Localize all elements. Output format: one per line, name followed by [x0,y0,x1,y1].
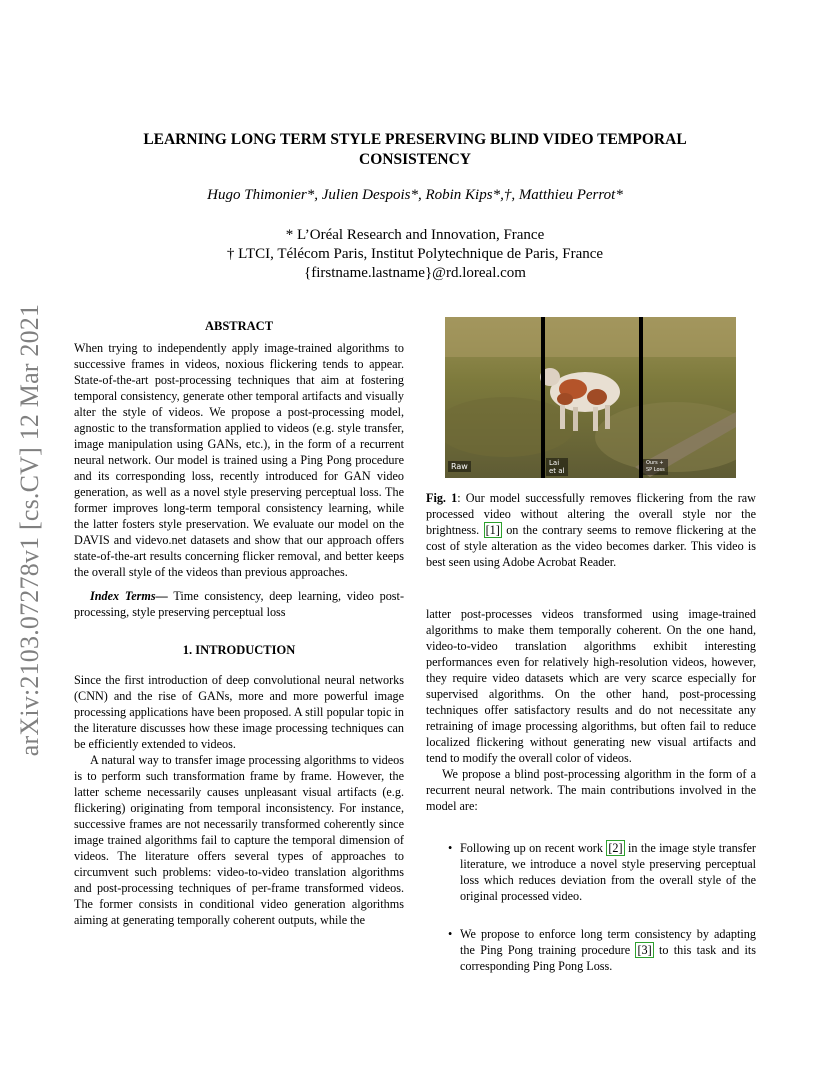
contact-email: {firstname.lastname}@rd.loreal.com [304,265,526,281]
right-column [426,606,756,996]
contribution-item: • Following up on recent work [2] in the image style transfer literature, we introduce a novel style preserving perceptual loss which reduces deviation from the overall style of the original processed video. [426,840,756,904]
figure-caption-text-b: on the contrary seems to remove flickering at the cost of style alteration as the video becomes darker. This video is best seen using Adobe Acrobat Reader. [426,523,756,569]
contribution-item: • We propose to enforce long term consistency by adapting the Ping Pong training procedure [3] to this task and its corresponding Ping Pong Loss. [426,926,756,974]
arxiv-identifier [4,290,56,770]
citation-link-3[interactable]: [3] [637,943,652,957]
affiliations [100,226,730,283]
figure-1-image[interactable] [445,317,736,478]
intro-paragraph-3: latter post-processes videos transformed using image-trained algorithms to make them temporally coherent. On the one hand, video-to-video translation algorithms exhibit interesting performances even for relatively high-resolution videos, however, they require video datasets which are very scarce especially for supervised algorithms. On the other hand, post-processing techniques offer satisfactory results and do not necessitate any retraining of image processing algorithms, but often fail to reduce localized flickering without generating new visual artifacts and tend to modify the overall color of videos. [426,607,756,765]
citation-link-2[interactable]: [2] [608,841,623,855]
index-terms-label: Index Terms— [90,589,168,603]
abstract-text: When trying to independently apply image-trained algorithms to successive frames in videos, noxious flickering tends to appear. State-of-the-art post-processing techniques that aim at fostering temporal consistency, generate other temporal artifacts and visually alter the style of videos. We propose a post-processing model, agnostic to the transformation applied to videos (e.g. style transfer, image manipulation using GANs, etc.), in the form of a recurrent neural network. Our model is trained using a Ping Pong procedure and its corresponding loss, recently introduced for GAN video generation, as well as a novel style preserving perceptual loss. The former improves long-term temporal consistency learning, while the latter fosters style preservation. We evaluate our model on the DAVIS and videvo.net datasets and show that our approach offers state-of-the-art results concerning flicker removal, and better keeps the overall style of the videos than previous approaches. [74,341,404,579]
figure-caption-label: Fig. 1 [426,491,458,505]
arxiv-identifier-text: arXiv:2103.07278v1 [cs.CV] 12 Mar 2021 [15,303,44,757]
figure-1-caption [426,490,756,570]
intro-paragraph-1: Since the first introduction of deep convolutional neural networks (CNN) and the rise of GANs, more and more powerful image processing applications have been proposed. A still popular topic in the literature discusses how these image processing techniques can be efficiently extended to videos. [74,673,404,751]
figure-label-raw: Raw [448,461,471,472]
affiliation-telecom: † LTCI, Télécom Paris, Institut Polytechnique de Paris, France [226,246,604,262]
affiliation-loreal: * L’Oréal Research and Innovation, France [285,227,545,243]
figure-caption-text-a: : Our model successfully removes flickering from the raw processed video without altering the overall style nor the brightness. [426,491,756,537]
index-terms [74,588,404,620]
figure-label-ours: Ours + SP Loss [643,459,668,475]
cow-pasture-illustration [445,317,736,478]
index-terms-text: Time consistency, deep learning, video post-processing, style preserving perceptual loss [74,589,404,619]
author-list: Hugo Thimonier*, Julien Despois*, Robin Kips*,†, Matthieu Perrot* [207,187,623,203]
intro-paragraph-2: A natural way to transfer image processing algorithms to videos is to perform such transformation frame by frame. However, the latter scheme necessarily causes unpleasant visual artifacts (e.g. flickering) originating from temporal inconsistency. For instance, successive frames are not necessarily transformed coherently since image trained algorithms fail to capture the temporal dimension of videos. The literature offers several types of approaches to circumvent such problems: video-to-video translation algorithms and post-processing techniques of per-frame transformed videos. The former consists in conditional video generation algorithms aiming at generating temporally coherent outputs, while the [74,753,404,927]
figure-label-lai: Lai et al [546,458,568,476]
abstract-heading: ABSTRACT [204,319,274,333]
paper-title: LEARNING LONG TERM STYLE PRESERVING BLIND VIDEO TEMPORAL CONSISTENCY [143,131,687,168]
left-column [74,318,404,928]
contribution-list [426,840,756,974]
citation-link-1[interactable]: [1] [485,523,500,537]
introduction-heading: 1. INTRODUCTION [182,643,296,657]
intro-paragraph-4: We propose a blind post-processing algorithm in the form of a recurrent neural network. The main contributions involved in the model are: [426,767,756,813]
